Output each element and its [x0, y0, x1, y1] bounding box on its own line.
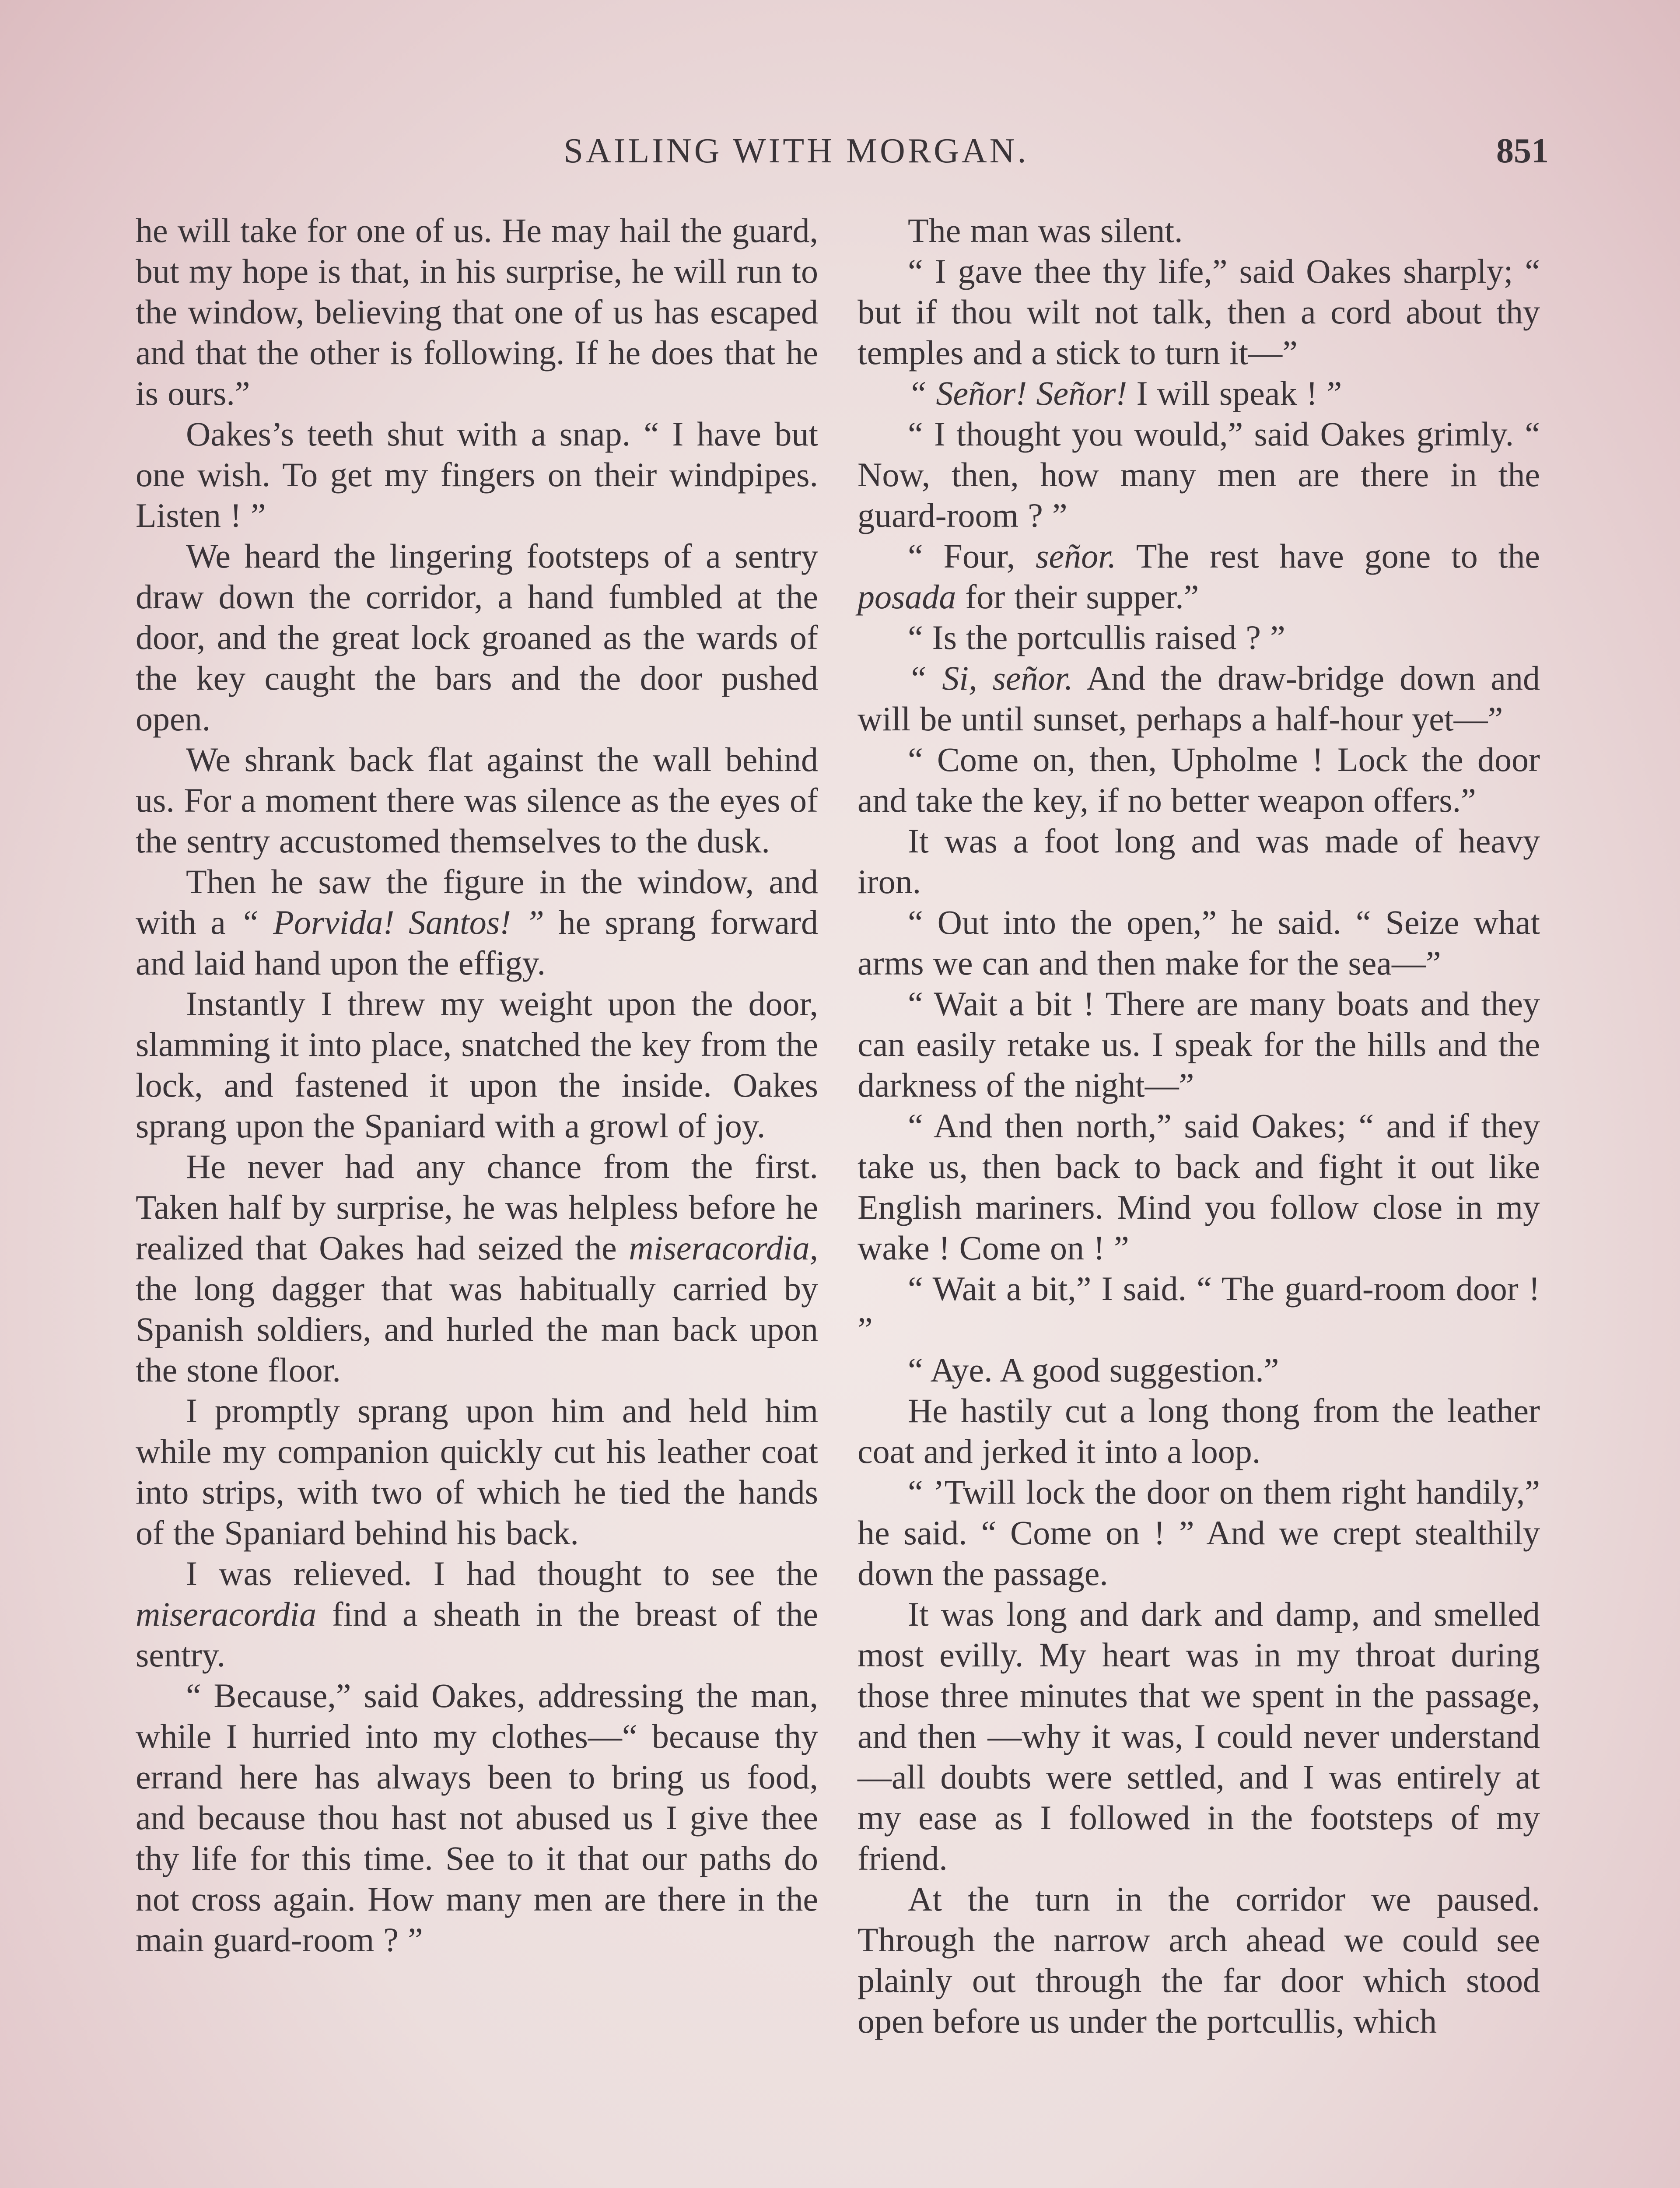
- paragraph: We shrank back flat against the wall behind us. For a moment there was silence as the eyes of the sentry accustomed themselves to the dusk.: [136, 740, 818, 860]
- paragraph: “ ’Twill lock the door on them right handily,” he said. “ Come on ! ” And we crept stealthily down the passage.: [858, 1473, 1540, 1592]
- italic-text: señor.: [1036, 537, 1116, 575]
- paragraph: “ I gave thee thy life,” said Oakes sharply; “ but if thou wilt not talk, then a cord about thy temples and a stick to turn it—”: [858, 252, 1540, 372]
- left-text-column: [136, 210, 818, 1960]
- text-run: The rest have gone to the: [1116, 537, 1540, 575]
- paragraph: [136, 861, 818, 983]
- paragraph: Instantly I threw my weight upon the door, slamming it into place, snatched the key from the lock, and fastened it upon the inside. Oakes sprang upon the Spaniard with a growl of joy.: [136, 985, 818, 1145]
- paragraph: “ Out into the open,” he said. “ Seize what arms we can and then make for the sea—”: [858, 903, 1540, 982]
- italic-text: “ Si, señor.: [908, 659, 1073, 697]
- paragraph: Oakes’s teeth shut with a snap. “ I have but one wish. To get my fingers on their windpipes. Listen ! ”: [136, 415, 818, 534]
- italic-text: “ Porvida! Santos! ”: [240, 903, 544, 941]
- text-run: “ Four,: [908, 537, 1036, 575]
- paragraph: “ Wait a bit ! There are many boats and they can easily retake us. I speak for the hills and the darkness of the night—”: [858, 985, 1540, 1104]
- paragraph: [858, 536, 1540, 617]
- paragraph: “ Because,” said Oakes, addressing the man, while I hurried into my clothes—“ because thy errand here has always been to bring us food, and because thou hast not abused us I give thee thy life for this time. See to it that our paths do not cross again. How many men are there in the main guard-room ? ”: [136, 1676, 818, 1959]
- right-text-column: [858, 210, 1540, 2041]
- italic-text: “ Señor! Señor!: [908, 374, 1127, 412]
- page-number: 851: [1496, 132, 1549, 170]
- paragraph: The man was silent.: [908, 211, 1183, 249]
- paragraph: I promptly sprang upon him and held him while my companion quickly cut his leather coat into strips, with two of which he tied the hands of the Spaniard behind his back.: [136, 1392, 818, 1552]
- text-run: he sprang forward and laid hand upon the effigy.: [136, 903, 818, 982]
- paragraph: “ I thought you would,” said Oakes grimly. “ Now, then, how many men are there in the guard-room ? ”: [858, 415, 1540, 534]
- text-run: He never had any chance from the first. Taken half by surprise, he was helpless before he realized that Oakes had seized the: [136, 1147, 818, 1267]
- text-run: find a sheath in the breast of the sentry.: [136, 1595, 818, 1674]
- paragraph: [136, 1553, 818, 1675]
- italic-text: miseracordia: [136, 1595, 317, 1633]
- paragraph: “ Come on, then, Upholme ! Lock the door and take the key, if no better weapon offers.”: [858, 740, 1540, 819]
- text-run: for their supper.”: [956, 578, 1199, 616]
- running-title: SAILING WITH MORGAN.: [564, 132, 1029, 170]
- paragraph: “ And then north,” said Oakes; “ and if they take us, then back to back and fight it out like English mariners. Mind you follow close in my wake ! Come on ! ”: [858, 1107, 1540, 1267]
- paragraph: It was long and dark and damp, and smelled most evilly. My heart was in my throat during those three minutes that we spent in the passage, and then —why it was, I could never understand—all doubts were settled, and I was entirely at my ease as I followed in the footsteps of my friend.: [858, 1595, 1540, 1877]
- text-run: And the draw-bridge down and will be until sunset, perhaps a half-hour yet—”: [858, 659, 1540, 738]
- paragraph: We heard the lingering footsteps of a sentry draw down the corridor, a hand fumbled at the door, and the great lock groaned as the wards of the key caught the bars and the door pushed open.: [136, 537, 818, 738]
- paragraph: “ Aye. A good suggestion.”: [908, 1351, 1279, 1389]
- paragraph: [136, 1146, 818, 1390]
- paragraph: It was a foot long and was made of heavy iron.: [858, 822, 1540, 901]
- paragraph: “ Is the portcullis raised ? ”: [908, 618, 1285, 656]
- text-run: Then he saw the figure in the window, and with a: [136, 863, 818, 941]
- text-run: I will speak ! ”: [1127, 374, 1342, 412]
- paragraph: “ Wait a bit,” I said. “ The guard-room door ! ”: [858, 1269, 1540, 1348]
- paragraph: [858, 373, 1540, 414]
- paragraph: [858, 658, 1540, 739]
- italic-text: posada: [858, 578, 956, 616]
- paragraph: At the turn in the corridor we paused. Through the narrow arch ahead we could see plainly out through the far door which stood open before us under the portcullis, which: [858, 1880, 1540, 2040]
- paragraph: He hastily cut a long thong from the leather coat and jerked it into a loop.: [858, 1392, 1540, 1470]
- italic-text: miseracordia,: [629, 1229, 818, 1267]
- text-run: the long dagger that was habitually carried by Spanish soldiers, and hurled the man back upon the stone floor.: [136, 1269, 818, 1389]
- paragraph: he will take for one of us. He may hail the guard, but my hope is that, in his surprise, he will run to the window, believing that one of us has escaped and that the other is following. If he does that he is ours.”: [136, 211, 818, 412]
- text-run: I was relieved. I had thought to see the: [186, 1554, 818, 1592]
